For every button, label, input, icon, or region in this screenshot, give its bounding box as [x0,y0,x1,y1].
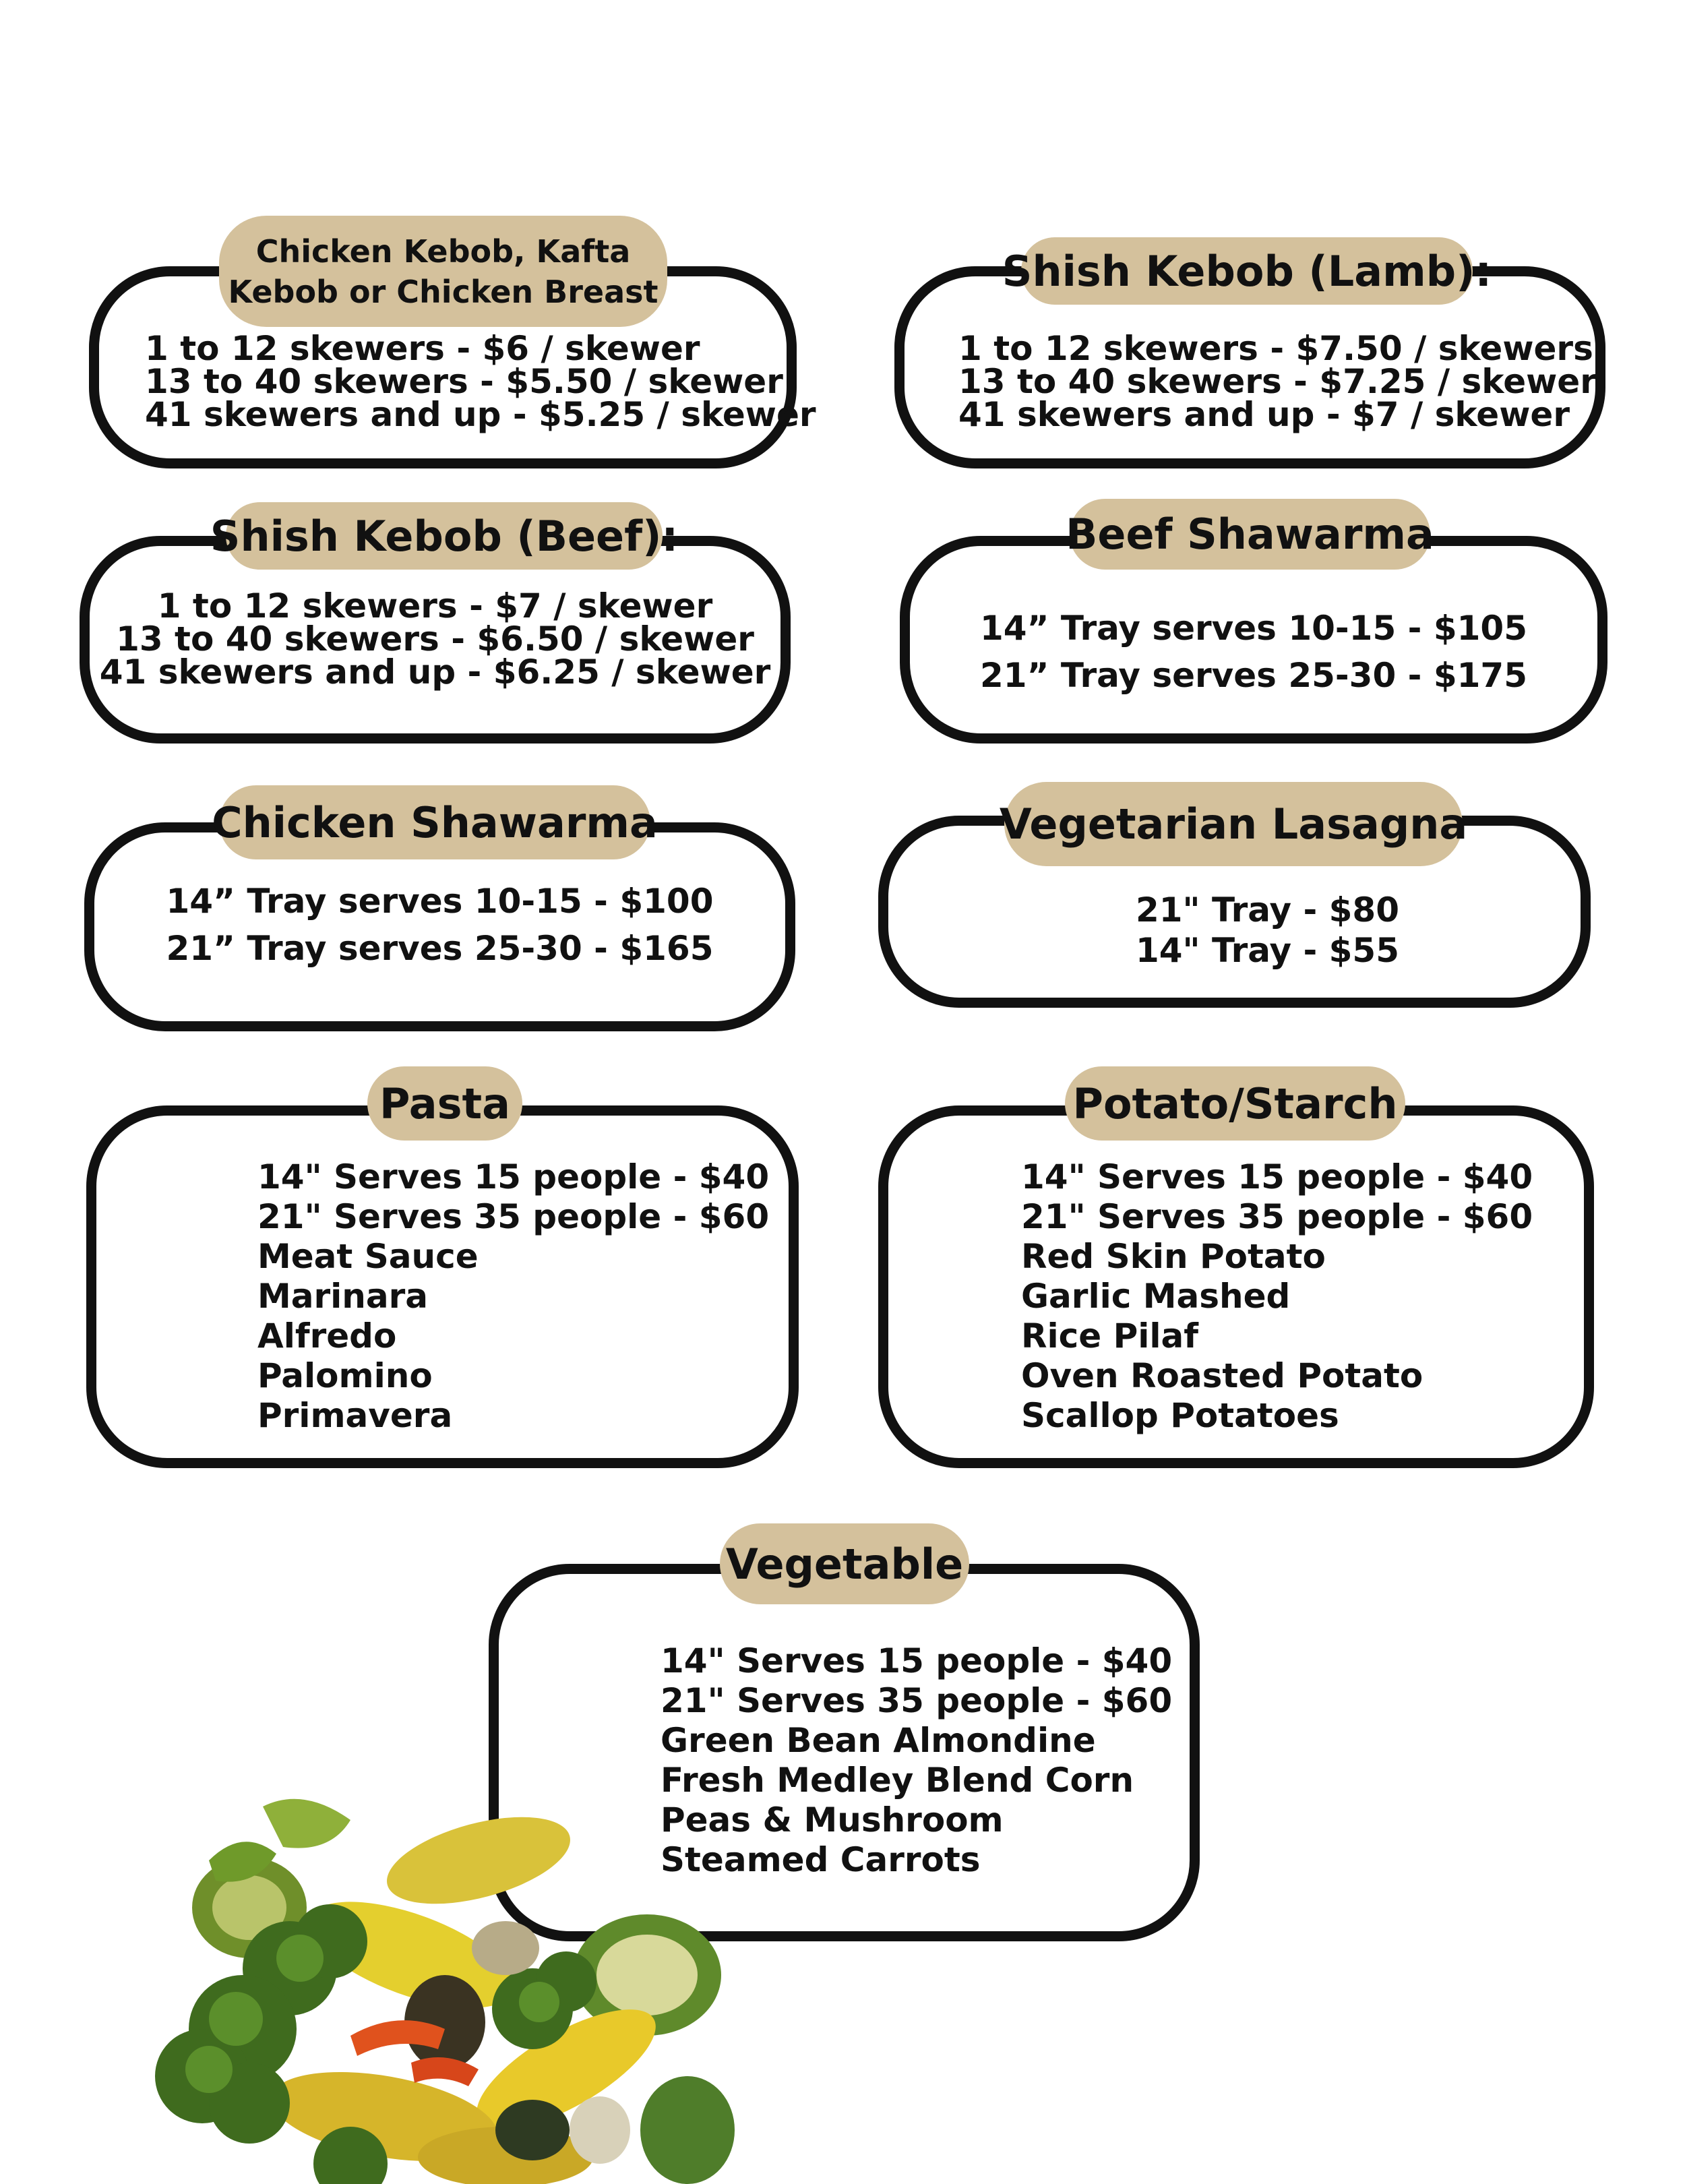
price-line: 21” Tray serves 25-30 - $165 [166,929,714,968]
option-line: Garlic Mashed [1021,1277,1291,1316]
option-line: Meat Sauce [257,1237,479,1276]
price-line: 13 to 40 skewers - $6.50 / skewer [116,619,754,659]
price-line: 1 to 12 skewers - $7 / skewer [157,586,713,626]
price-line: 21" Serves 35 people - $60 [661,1681,1173,1720]
price-line: 21” Tray serves 25-30 - $175 [980,656,1527,695]
option-line: Palomino [257,1356,433,1395]
option-line: Green Bean Almondine [661,1721,1096,1760]
price-line: 41 skewers and up - $6.25 / skewer [99,653,771,692]
price-line: 14" Tray - $55 [1135,931,1400,970]
option-line: Peas & Mushroom [661,1800,1004,1840]
option-line: Alfredo [257,1316,397,1356]
menu-card-title: Vegetarian Lasagna [1004,782,1463,866]
price-line: 14" Serves 15 people - $40 [1021,1157,1533,1196]
price-line: 21" Serves 35 people - $60 [257,1197,770,1236]
option-line: Primavera [257,1396,453,1435]
price-line: 41 skewers and up - $5.25 / skewer [145,395,816,434]
menu-card-title: Pasta [367,1066,522,1141]
price-list [958,329,1597,434]
option-line: Fresh Medley Blend Corn [661,1761,1134,1800]
price-list [257,1157,769,1436]
roasted-vegetables-image [128,1780,755,2184]
price-line: 14” Tray serves 10-15 - $100 [166,882,714,921]
menu-card-title: Beef Shawarma [1070,499,1430,570]
menu-card-title: Shish Kebob (Beef): [226,502,663,570]
menu-card-title: Chicken Kebob, Kafta Kebob or Chicken Breast [219,216,667,327]
option-line: Steamed Carrots [661,1840,981,1879]
price-line: 21" Serves 35 people - $60 [1021,1197,1533,1236]
price-list [84,878,795,972]
option-line: Marinara [257,1277,429,1316]
price-line: 14" Serves 15 people - $40 [661,1641,1173,1680]
menu-card-title: Vegetable [720,1523,969,1604]
option-line: Rice Pilaf [1021,1316,1199,1356]
price-list [900,605,1607,699]
option-line: Scallop Potatoes [1021,1396,1339,1435]
price-list [145,329,816,434]
option-line: Red Skin Potato [1021,1237,1326,1276]
price-line: 13 to 40 skewers - $5.50 / skewer [145,362,783,401]
option-line: Oven Roasted Potato [1021,1356,1423,1395]
price-line: 13 to 40 skewers - $7.25 / skewer [958,362,1597,401]
price-line: 14” Tray serves 10-15 - $105 [980,609,1527,648]
price-line: 21" Tray - $80 [1135,890,1400,930]
price-list [878,890,1657,971]
price-list [1021,1157,1533,1436]
price-line: 14" Serves 15 people - $40 [257,1157,770,1196]
menu-card-title: Chicken Shawarma [219,785,650,859]
price-list [80,586,791,692]
menu-card-title: Shish Kebob (Lamb): [1021,237,1473,305]
price-line: 41 skewers and up - $7 / skewer [958,395,1570,434]
menu-card-title: Potato/Starch [1065,1066,1405,1141]
price-line: 1 to 12 skewers - $6 / skewer [145,329,700,368]
price-line: 1 to 12 skewers - $7.50 / skewers [958,329,1593,368]
